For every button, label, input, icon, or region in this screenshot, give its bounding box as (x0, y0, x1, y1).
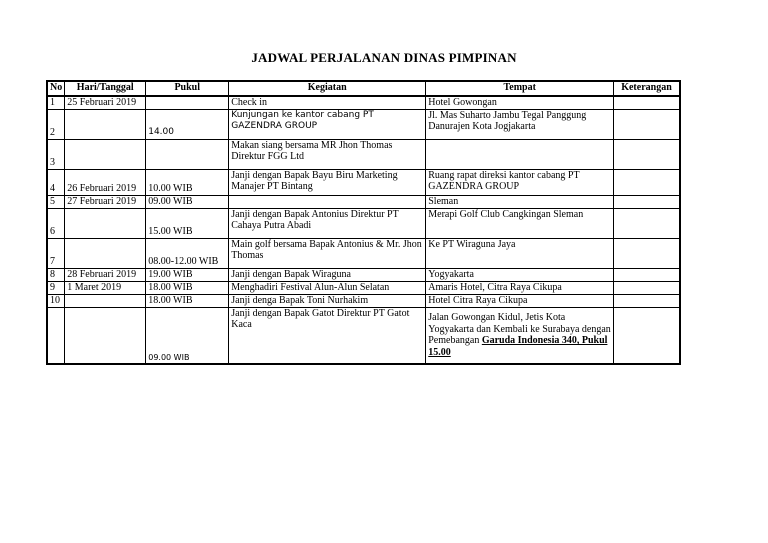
cell-time: 09.00 WIB (146, 307, 229, 364)
cell-place: Amaris Hotel, Citra Raya Cikupa (426, 281, 614, 294)
header-note: Keterangan (614, 81, 680, 96)
cell-activity: Janji dengan Bapak Gatot Direktur PT Gatot Kaca (229, 307, 426, 364)
cell-place: Yogyakarta (426, 268, 614, 281)
cell-no: 1 (47, 96, 65, 109)
schedule-table (46, 80, 681, 365)
cell-no: 2 (47, 109, 65, 139)
cell-note (614, 268, 680, 281)
cell-no: 9 (47, 281, 65, 294)
cell-activity: Janji denga Bapak Toni Nurhakim (229, 294, 426, 307)
cell-place: Hotel Citra Raya Cikupa (426, 294, 614, 307)
cell-note (614, 307, 680, 364)
cell-time: 18.00 WIB (146, 294, 229, 307)
cell-date: 26 Februari 2019 (65, 169, 146, 195)
cell-activity: Janji dengan Bapak Antonius Direktur PT Cahaya Putra Abadi (229, 208, 426, 238)
cell-activity (229, 195, 426, 208)
header-time: Pukul (146, 81, 229, 96)
cell-place: Hotel Gowongan (426, 96, 614, 109)
cell-place (426, 139, 614, 169)
cell-time: 15.00 WIB (146, 208, 229, 238)
cell-no: 7 (47, 238, 65, 268)
header-place: Tempat (426, 81, 614, 96)
cell-activity: Check in (229, 96, 426, 109)
cell-no: 3 (47, 139, 65, 169)
cell-place (426, 307, 614, 364)
cell-date (65, 238, 146, 268)
table-row (47, 307, 680, 364)
cell-time: 14.00 (146, 109, 229, 139)
table-row (47, 96, 680, 109)
cell-no (47, 307, 65, 364)
table-row (47, 195, 680, 208)
cell-date (65, 208, 146, 238)
cell-activity: Kunjungan ke kantor cabang PT GAZENDRA GROUP (229, 109, 426, 139)
table-row (47, 268, 680, 281)
header-activity: Kegiatan (229, 81, 426, 96)
cell-time: 19.00 WIB (146, 268, 229, 281)
cell-note (614, 281, 680, 294)
cell-place: Sleman (426, 195, 614, 208)
table-row (47, 139, 680, 169)
cell-no: 5 (47, 195, 65, 208)
cell-no: 4 (47, 169, 65, 195)
cell-place: Ke PT Wiraguna Jaya (426, 238, 614, 268)
cell-time: 10.00 WIB (146, 169, 229, 195)
cell-note (614, 294, 680, 307)
cell-activity: Janji dengan Bapak Bayu Biru Marketing Manajer PT Bintang (229, 169, 426, 195)
cell-date (65, 294, 146, 307)
cell-date: 25 Februari 2019 (65, 96, 146, 109)
cell-time (146, 139, 229, 169)
table-row (47, 109, 680, 139)
cell-date (65, 307, 146, 364)
cell-activity: Menghadiri Festival Alun-Alun Selatan (229, 281, 426, 294)
cell-date: 1 Maret 2019 (65, 281, 146, 294)
cell-note (614, 195, 680, 208)
cell-date (65, 139, 146, 169)
table-row (47, 238, 680, 268)
cell-note (614, 139, 680, 169)
cell-date: 28 Februari 2019 (65, 268, 146, 281)
cell-place: Ruang rapat direksi kantor cabang PT GAZENDRA GROUP (426, 169, 614, 195)
cell-note (614, 109, 680, 139)
flight-info: Garuda Indonesia 340, Pukul 15.00 (428, 335, 608, 358)
cell-note (614, 169, 680, 195)
cell-no: 10 (47, 294, 65, 307)
cell-note (614, 238, 680, 268)
cell-date (65, 109, 146, 139)
cell-note (614, 208, 680, 238)
cell-place: Jl. Mas Suharto Jambu Tegal Panggung Danurajen Kota Jogjakarta (426, 109, 614, 139)
table-row (47, 208, 680, 238)
table-row (47, 169, 680, 195)
cell-place: Merapi Golf Club Cangkingan Sleman (426, 208, 614, 238)
table-header-row (47, 81, 680, 96)
place-text: Jalan Gowongan Kidul, Jetis Kota Yogyakarta dan Kembali ke Surabaya dengan Pemebangan (428, 312, 611, 347)
cell-time: 08.00-12.00 WIB (146, 238, 229, 268)
cell-no: 8 (47, 268, 65, 281)
table-row (47, 294, 680, 307)
cell-note (614, 96, 680, 109)
header-date: Hari/Tanggal (65, 81, 146, 96)
cell-time: 09.00 WIB (146, 195, 229, 208)
cell-time (146, 96, 229, 109)
cell-date: 27 Februari 2019 (65, 195, 146, 208)
table-row (47, 281, 680, 294)
cell-no: 6 (47, 208, 65, 238)
cell-activity: Main golf bersama Bapak Antonius & Mr. Jhon Thomas (229, 238, 426, 268)
cell-time: 18.00 WIB (146, 281, 229, 294)
cell-activity: Makan siang bersama MR Jhon Thomas Direktur FGG Ltd (229, 139, 426, 169)
cell-activity: Janji dengan Bapak Wiraguna (229, 268, 426, 281)
header-no: No (47, 81, 65, 96)
page-title: JADWAL PERJALANAN DINAS PIMPINAN (251, 50, 517, 65)
